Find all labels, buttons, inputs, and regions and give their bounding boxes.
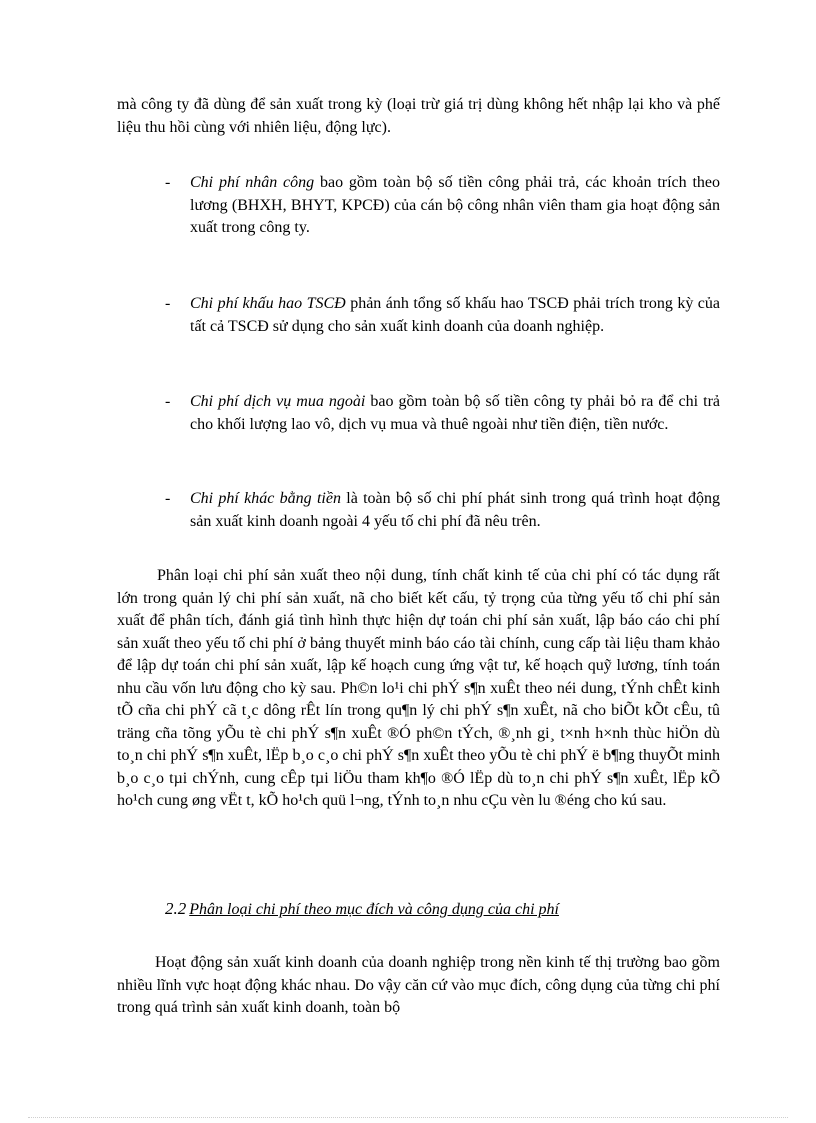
bullet-dash: -: [165, 490, 171, 507]
section-number: 2.2: [165, 899, 187, 918]
bullet-dash: -: [165, 393, 171, 410]
paragraph-intro: mà công ty đã dùng để sản xuất trong kỳ (loại trừ giá trị dùng không hết nhập lại kho và phế liệu thu hồi cùng với nhiên liệu, động lực).: [117, 96, 720, 136]
bullet-body: [190, 391, 720, 436]
bullet-body: [190, 293, 720, 338]
bullet-term: Chi phí dịch vụ mua ngoài: [190, 393, 366, 410]
bullet-term: Chi phí khấu hao TSCĐ: [190, 295, 346, 312]
bullet-term: Chi phí nhân công: [190, 174, 315, 191]
bullet-text: bao gồm toàn bộ số tiền công phải trả, các khoản trích theo lương (BHXH, BHYT, KPCĐ) của cán bộ công nhân viên tham gia hoạt động sản xuất trong công ty.: [190, 174, 721, 236]
paragraph-purpose: Hoạt động sản xuất kinh doanh của doanh nghiệp trong nền kinh tế thị trường bao gồm nhiều lĩnh vực hoạt động khác nhau. Do vậy căn cứ vào mục đích, công dụng của từng chi phí trong quá trình sản xuất kinh doanh, toàn bộ: [117, 954, 720, 1016]
paragraph-classification: Phân loại chi phí sản xuất theo nội dung, tính chất kinh tế của chi phí có tác dụng rất lớn trong quản lý chi phí sản xuất, nã cho biết kết cấu, tỷ trọng của từng yếu tố chi phí sản xuất để phân tích, đánh giá tình hình thực hiện dự toán chi phí sản xuất, lập báo cáo chi phí sản xuất theo yếu tố chi phí ở bảng thuyết minh báo cáo tài chính, cung cấp tài liệu tham khảo để lập dự toán chi phí sản xuất, lập kế hoạch cung ứng vật tư, kế hoạch quỹ lương, tính toán nhu cầu vốn lưu động cho kỳ sau. Ph©n lo¹i chi phÝ s¶n xuÊt theo néi dung, tÝnh chÊt kinh tÕ cña chi phÝ cã t¸c dông rÊt lín trong qu¶n lý chi phÝ s¶n xuÊt, nã cho biÕt kÕt cÊu, tû träng cña tõng yÕu tè chi phÝ s¶n xuÊt ®Ó ph©n tÝch, ®¸nh gi¸ t×nh h×nh thùc hiÖn dù to¸n chi phÝ s¶n xuÊt, lËp b¸o c¸o chi phÝ s¶n xuÊt theo yÕu tè chi phÝ ë b¶ng thuyÕt minh b¸o c¸o tµi chÝnh, cung cÊp tµi liÖu tham kh¶o ®Ó lËp dù to¸n chi phÝ s¶n xuÊt, lËp kÕ ho¹ch cung øng vËt t, kÕ ho¹ch quü l¬ng, tÝnh to¸n nhu cÇu vèn lu ®éng cho kú sau.: [117, 567, 720, 809]
bullet-text: là toàn bộ số chi phí phát sinh trong quá trình hoạt động sản xuất kinh doanh ngoài 4 yếu tố chi phí đã nêu trên.: [190, 490, 720, 530]
bullet-text: phản ánh tổng số khấu hao TSCĐ phải trích trong kỳ của tất cả TSCĐ sử dụng cho sản xuất kinh doanh của doanh nghiệp.: [190, 295, 721, 335]
bullet-body: [190, 172, 720, 240]
bullet-dash: -: [165, 174, 171, 191]
bullet-text: bao gồm toàn bộ số tiền công ty phải bỏ ra để chi trả cho khối lượng lao vô, dịch vụ mua và thuê ngoài như tiền điện, tiền nước.: [190, 393, 720, 433]
page-bottom-divider: [28, 1117, 788, 1118]
bullet-dash: -: [165, 295, 171, 312]
bullet-item-labor-cost: [165, 172, 720, 240]
bullet-term: Chi phí khác bằng tiền: [190, 490, 341, 507]
section-title: Phân loại chi phí theo mục đích và công dụng của chi phí: [189, 901, 559, 918]
bullet-item-outsourced-services: [165, 391, 720, 436]
section-heading: [165, 899, 559, 919]
bullet-item-depreciation: [165, 293, 720, 338]
bullet-body: [190, 488, 720, 533]
bullet-item-other-cash-costs: [165, 488, 720, 533]
